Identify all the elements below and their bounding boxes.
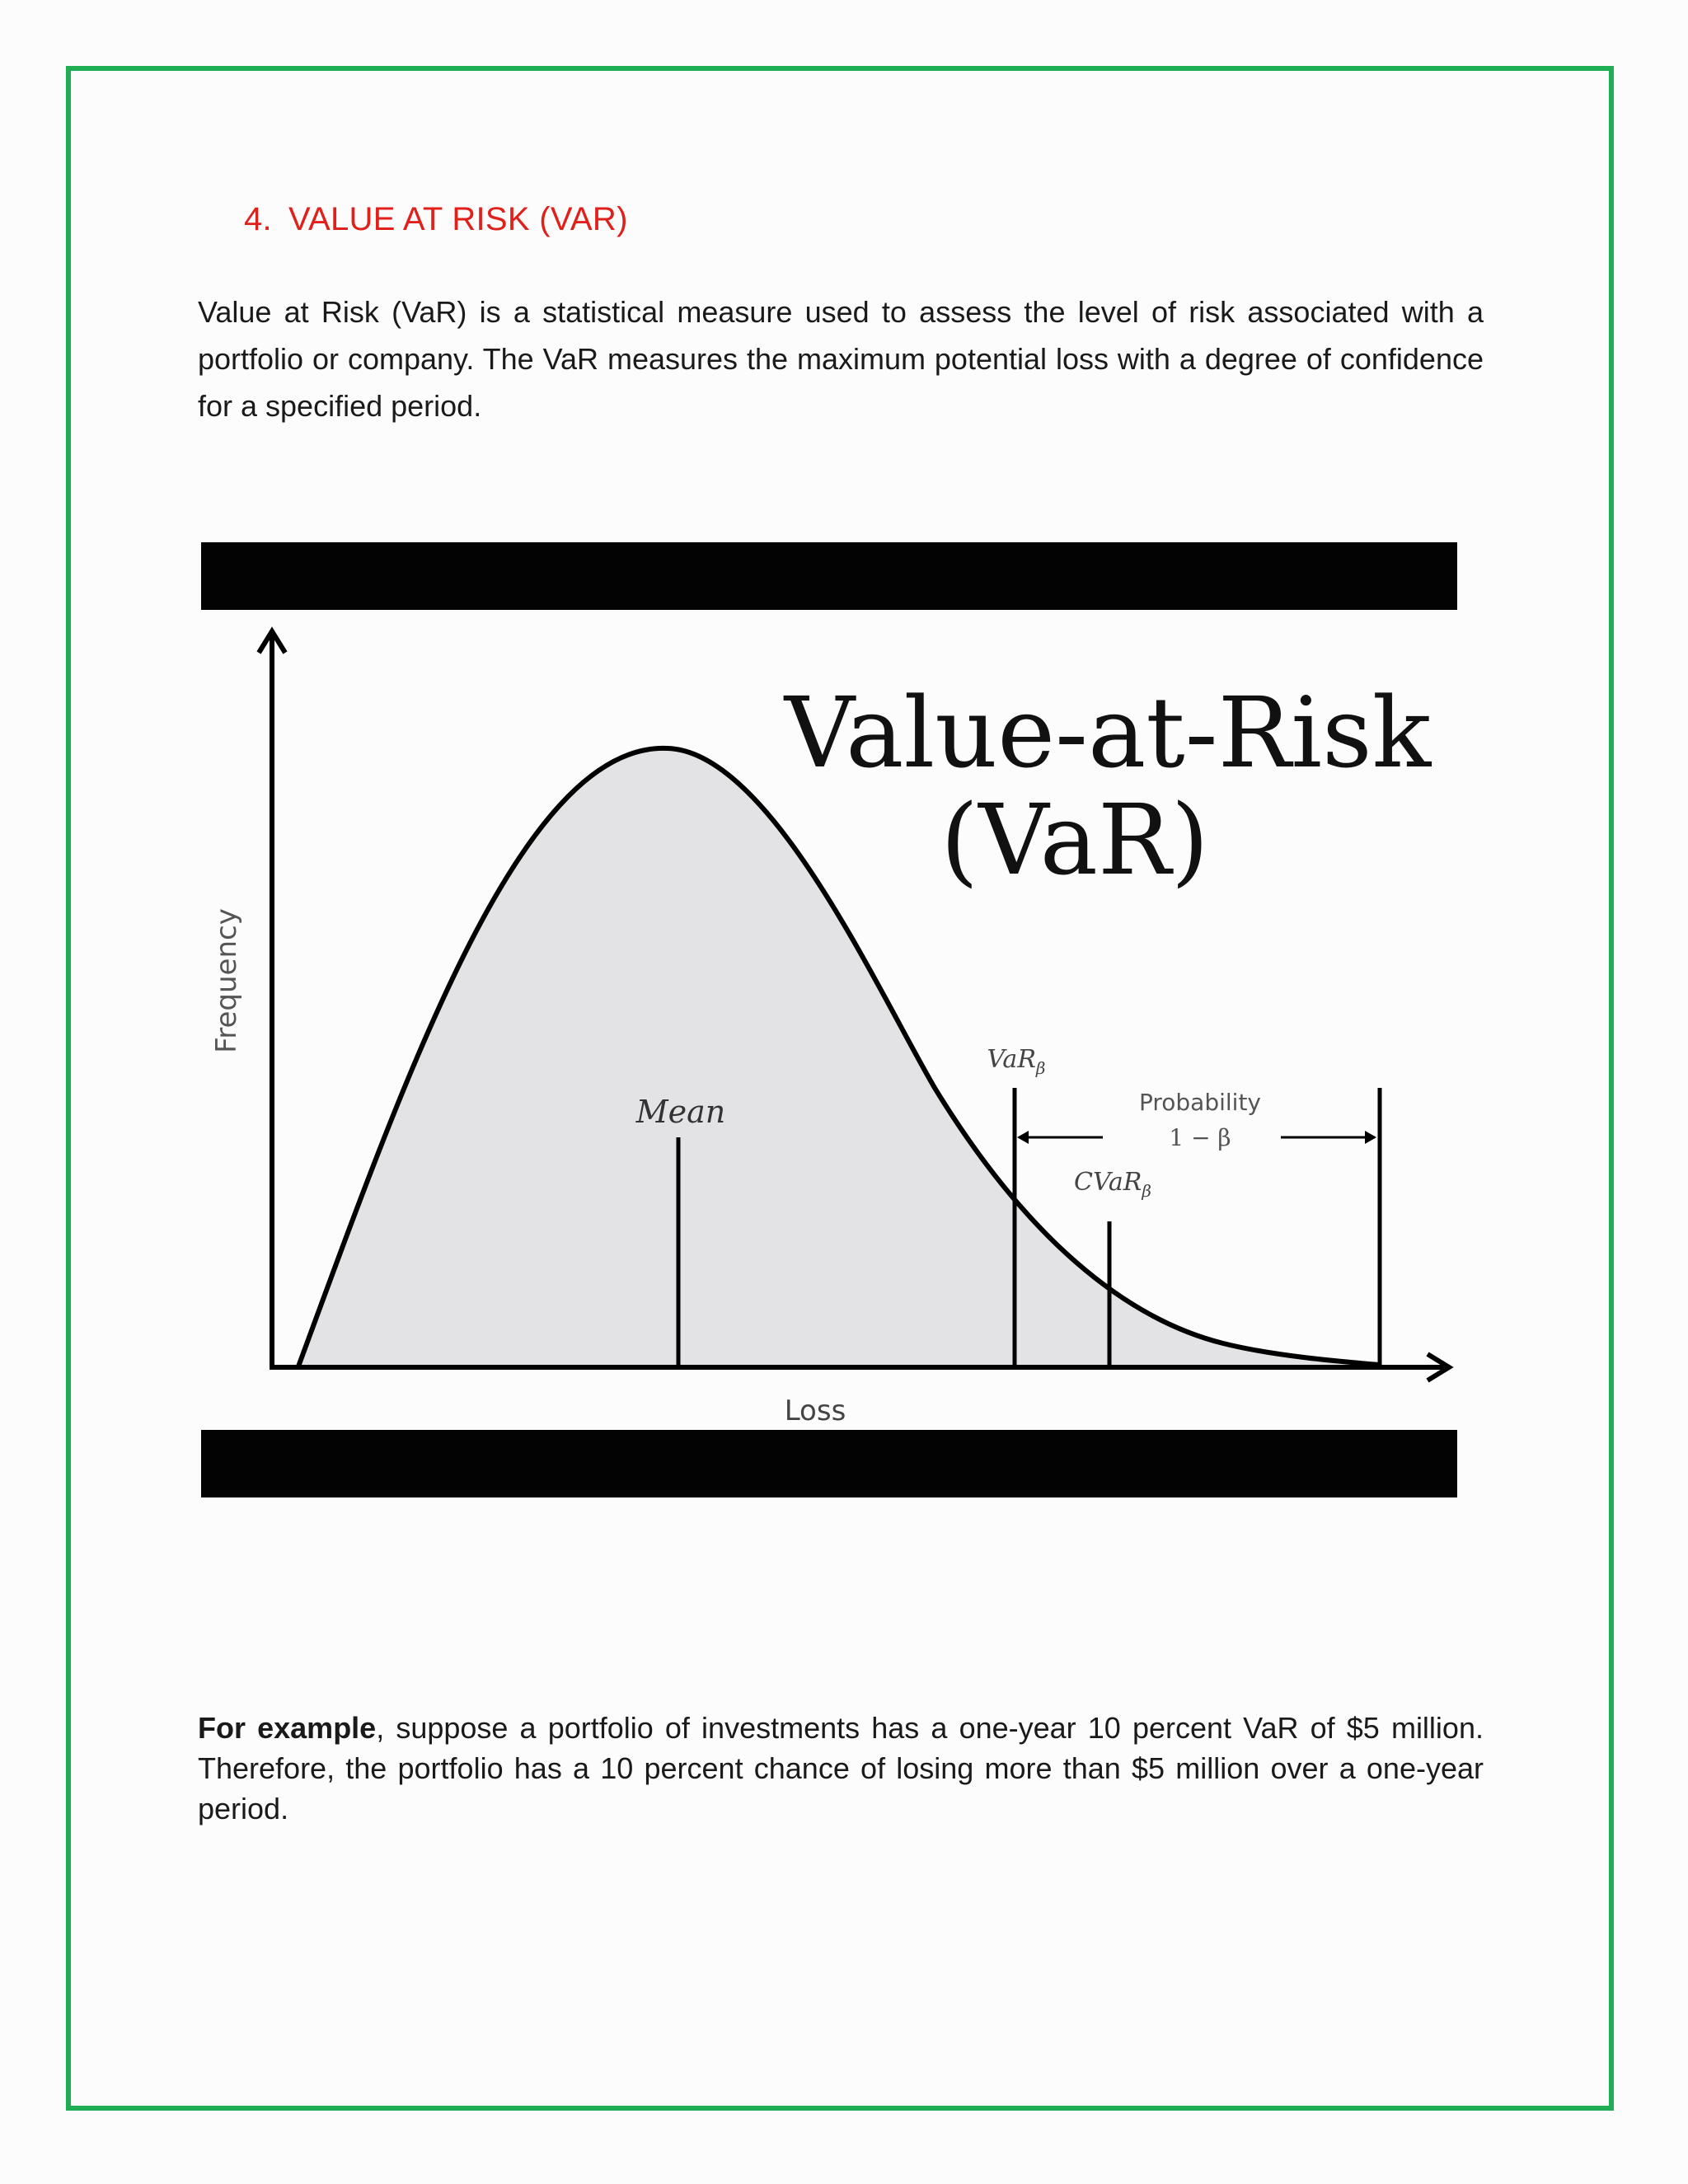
figure-title-line2: (VaR)	[940, 783, 1209, 897]
probability-expression: 1 − β	[1169, 1124, 1231, 1151]
example-lead: For example	[198, 1711, 377, 1745]
section-heading	[244, 201, 628, 238]
probability-arrowhead-right	[1365, 1131, 1376, 1144]
mean-label: Mean	[635, 1094, 726, 1130]
var-label-subscript: β	[1035, 1058, 1046, 1078]
var-label	[987, 1045, 1046, 1078]
figure-top-bar	[201, 542, 1457, 610]
probability-label: Probability	[1138, 1089, 1262, 1116]
var-figure	[201, 610, 1457, 1430]
var-label-text: VaR	[987, 1045, 1036, 1074]
example-text: , suppose a portfolio of investments has a one-year 10 percent VaR of $5 million. Therefore, the portfolio has a 10 percent chance of losing more than $5 million over a one-year period.	[198, 1711, 1484, 1825]
cvar-label-subscript: β	[1142, 1181, 1151, 1201]
intro-paragraph: Value at Risk (VaR) is a statistical measure used to assess the level of risk associated with a portfolio or company. The VaR measures the maximum potential loss with a degree of confidence for a specified period.	[198, 295, 1484, 423]
section-title: VALUE AT RISK (VAR)	[288, 201, 628, 237]
x-axis-label: Loss	[784, 1394, 846, 1427]
distribution-area	[298, 748, 1380, 1366]
figure-bottom-bar	[201, 1430, 1457, 1497]
y-axis-label: Frequency	[210, 908, 243, 1053]
probability-arrowhead-left	[1017, 1131, 1029, 1144]
cvar-label	[1074, 1168, 1151, 1201]
var-diagram	[201, 610, 1457, 1430]
figure-title-line1: Value-at-Risk	[784, 676, 1432, 790]
example-paragraph	[198, 1708, 1484, 1829]
cvar-label-text: CVaR	[1074, 1168, 1142, 1197]
section-number: 4.	[244, 201, 272, 237]
